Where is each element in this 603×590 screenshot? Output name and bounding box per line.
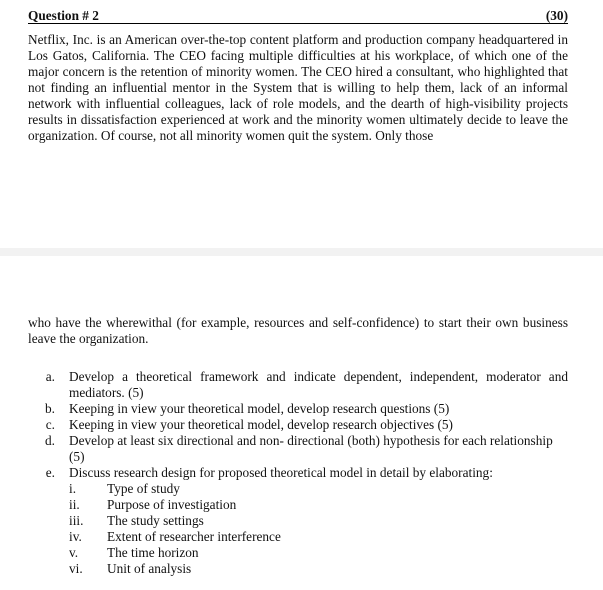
sub-item <box>69 561 568 577</box>
page-separator <box>0 248 603 256</box>
list-text: Develop at least six directional and non- directional (both) hypothesis for each relationship (5) <box>69 433 553 464</box>
question-title: Question # 2 <box>28 8 99 23</box>
scenario-paragraph-1: Netflix, Inc. is an American over-the-top content platform and production company headquartered in Los Gatos, California. The CEO facing multiple difficulties at his workplace, of which one of the major concern is the retention of minority women. The CEO hired a consultant, who highlighted that not finding an influential mentor in the System that is willing to help them, lack of an informal network with influential colleagues, lack of role models, and the dearth of high-visibility projects results in dissatisfaction experienced at work and the minority women ultimately decide to leave the organization. Of course, not all minority women quit the system. Only those <box>28 32 568 143</box>
sub-marker: vi. <box>69 561 83 576</box>
sub-text: Purpose of investigation <box>107 497 237 512</box>
sub-marker: iii. <box>69 513 84 528</box>
question-marks: (30) <box>545 8 568 23</box>
list-item <box>28 433 568 465</box>
list-text: Keeping in view your theoretical model, develop research objectives (5) <box>69 417 453 432</box>
sub-text: Extent of researcher interference <box>107 529 281 544</box>
sub-list <box>69 481 568 577</box>
sub-marker: ii. <box>69 497 80 512</box>
sub-text: The study settings <box>107 513 204 528</box>
sub-text: Type of study <box>107 481 180 496</box>
sub-marker: i. <box>69 481 77 496</box>
list-marker: c. <box>45 417 55 432</box>
list-marker: d. <box>45 433 55 448</box>
list-item <box>28 401 568 417</box>
list-text: Keeping in view your theoretical model, develop research questions (5) <box>69 401 450 416</box>
sub-item <box>69 545 568 561</box>
list-item <box>28 369 568 401</box>
question-header <box>28 8 568 24</box>
sub-marker: v. <box>69 545 79 560</box>
list-marker: b. <box>45 401 55 416</box>
list-text: Develop a theoretical framework and indicate dependent, independent, moderator and mediators. (5) <box>69 369 568 400</box>
sub-marker: iv. <box>69 529 82 544</box>
list-item <box>28 417 568 433</box>
sub-text: Unit of analysis <box>107 561 192 576</box>
scenario-paragraph-2: who have the wherewithal (for example, resources and self-confidence) to start their own business leave the organization. <box>28 315 568 346</box>
sub-item <box>69 513 568 529</box>
list-marker: e. <box>45 465 55 480</box>
list-marker: a. <box>45 369 55 384</box>
sub-text: The time horizon <box>107 545 199 560</box>
sub-item <box>69 529 568 545</box>
sub-item <box>69 481 568 497</box>
sub-item <box>69 497 568 513</box>
list-text: Discuss research design for proposed theoretical model in detail by elaborating: <box>69 465 493 480</box>
question-list <box>28 369 568 577</box>
list-item <box>28 465 568 481</box>
